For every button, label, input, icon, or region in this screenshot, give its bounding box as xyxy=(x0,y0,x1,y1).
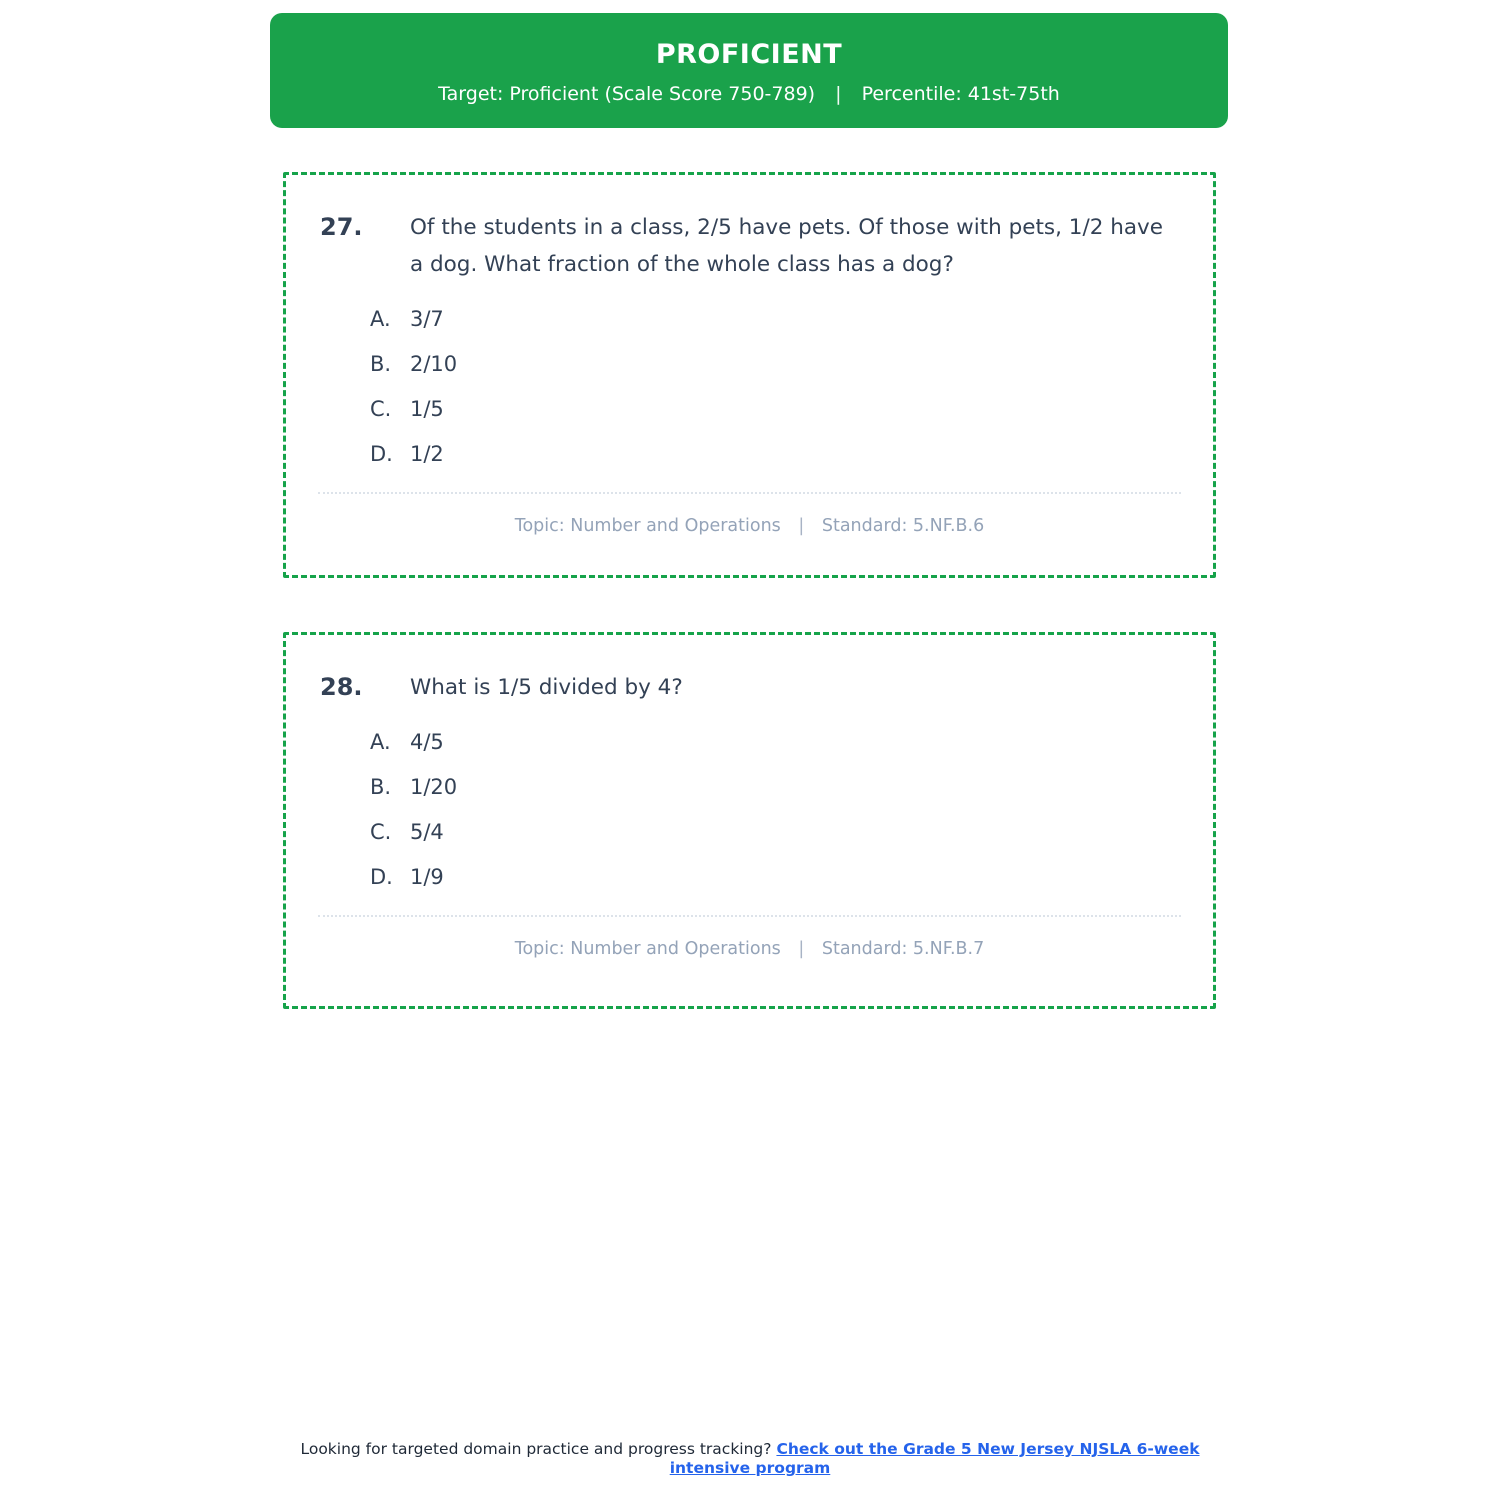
question-row xyxy=(286,175,1213,283)
question-text: What is 1/5 divided by 4? xyxy=(410,675,683,700)
option-value: 3/7 xyxy=(410,307,444,331)
option-b xyxy=(286,350,1213,378)
option-letter: C. xyxy=(370,397,392,421)
option-letter: A. xyxy=(370,730,391,754)
footer-program-link[interactable]: Check out the Grade 5 New Jersey NJSLA 6-week intensive program xyxy=(669,1440,1200,1477)
question-meta xyxy=(286,939,1213,959)
options-list xyxy=(286,305,1213,468)
banner-target-label: Target: Proficient (Scale Score 750-789) xyxy=(438,83,816,105)
option-a xyxy=(286,728,1213,756)
option-letter: B. xyxy=(370,352,392,376)
proficiency-banner xyxy=(270,13,1228,128)
option-value: 4/5 xyxy=(410,730,444,754)
banner-percentile-label: Percentile: 41st-75th xyxy=(861,83,1060,105)
option-letter: B. xyxy=(370,775,392,799)
banner-separator: | xyxy=(835,83,842,105)
standard-label: Standard: 5.NF.B.6 xyxy=(821,516,985,536)
option-value: 2/10 xyxy=(410,352,458,376)
question-card-28 xyxy=(283,632,1216,1009)
option-d xyxy=(286,863,1213,891)
banner-subtitle xyxy=(270,83,1228,105)
banner-title: PROFICIENT xyxy=(655,39,843,70)
option-b xyxy=(286,773,1213,801)
question-meta xyxy=(286,516,1213,536)
option-c xyxy=(286,395,1213,423)
option-value: 1/9 xyxy=(410,865,444,889)
standard-label: Standard: 5.NF.B.7 xyxy=(821,939,985,959)
option-value: 5/4 xyxy=(410,820,444,844)
card-divider xyxy=(318,492,1181,494)
option-letter: A. xyxy=(370,307,391,331)
options-list xyxy=(286,728,1213,891)
option-value: 1/5 xyxy=(410,397,444,421)
option-a xyxy=(286,305,1213,333)
topic-label: Topic: Number and Operations xyxy=(514,939,781,959)
option-value: 1/20 xyxy=(410,775,458,799)
card-divider xyxy=(318,915,1181,917)
topic-label: Topic: Number and Operations xyxy=(514,516,781,536)
option-d xyxy=(286,440,1213,468)
question-text: Of the students in a class, 2/5 have pets. Of those with pets, 1/2 have a dog. What fraction of the whole class has a dog? xyxy=(410,215,1163,277)
option-letter: D. xyxy=(370,442,393,466)
meta-separator: | xyxy=(798,939,805,959)
question-card-27 xyxy=(283,172,1216,578)
footer-note xyxy=(280,1440,1220,1478)
option-value: 1/2 xyxy=(410,442,444,466)
option-letter: C. xyxy=(370,820,392,844)
page-footer xyxy=(0,1440,1500,1478)
question-number: 28. xyxy=(320,673,363,701)
question-row xyxy=(286,635,1213,706)
option-letter: D. xyxy=(370,865,393,889)
option-c xyxy=(286,818,1213,846)
footer-prompt: Looking for targeted domain practice and progress tracking? xyxy=(300,1440,772,1458)
meta-separator: | xyxy=(798,516,805,536)
question-number: 27. xyxy=(320,213,363,241)
